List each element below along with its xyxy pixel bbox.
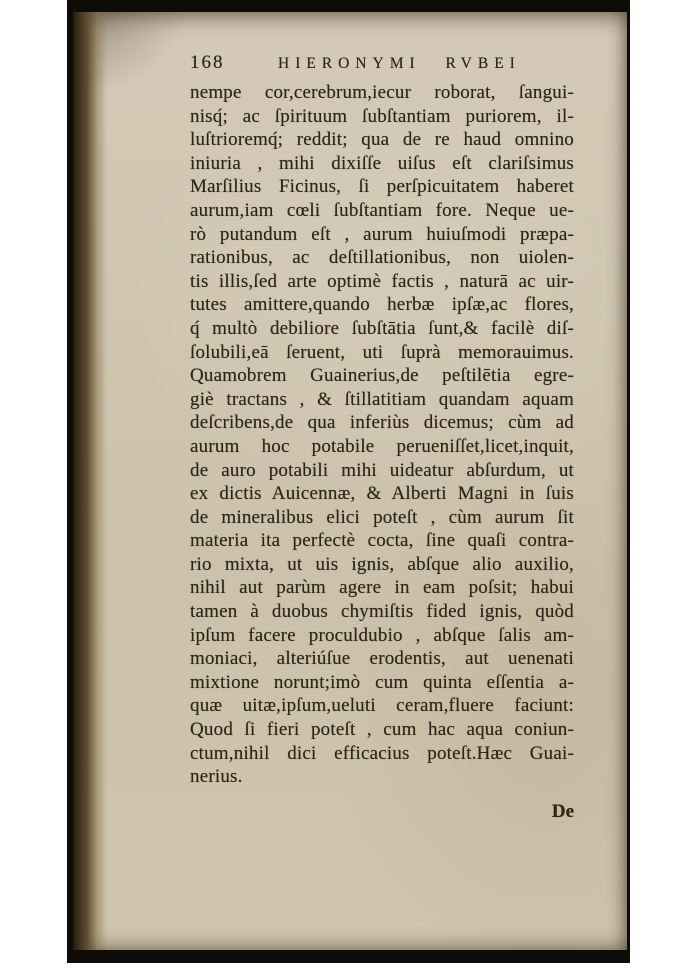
- text-line: deſcribens,de qua inferiùs dicemus; cùm ad: [190, 412, 574, 434]
- catchword: De: [551, 800, 574, 822]
- text-line: giè tractans , & ſtillatitiam quandam aquam: [190, 388, 574, 410]
- text-line: Marſilius Ficinus, ſi perſpicuitatem haberet: [190, 176, 574, 198]
- text-line: materia ita perfectè cocta, ſine quaſi contra-: [190, 530, 574, 552]
- text-line: nerius.: [190, 766, 243, 788]
- text-line: tutes amittere,quando herbæ ipſæ,ac flores,: [190, 294, 574, 316]
- text-line: rationibus, ac deſtillationibus, non uiolen-: [190, 247, 574, 269]
- book-page: [73, 12, 627, 950]
- text-line: Quod ſi fieri poteſt , cum hac aqua coniun-: [190, 719, 574, 741]
- text-line: nempe cor,cerebrum,iecur roborat, ſangui-: [190, 82, 574, 103]
- text-line: ex dictis Auicennæ, & Alberti Magni in ſuis: [190, 483, 574, 505]
- text-line: aurum hoc potabile perueniſſet,licet,inquit,: [190, 435, 574, 457]
- text-line: q́ multò debiliore ſubſtātia ſunt,& facilè diſ-: [190, 317, 574, 339]
- text-line: ipſum facere proculdubio , abſque ſalis am-: [190, 624, 574, 646]
- page-header: [190, 52, 574, 74]
- page-content: [190, 52, 574, 823]
- binding-gutter: [73, 12, 107, 950]
- text-line: mixtione norunt;imò cum quinta eſſentia a-: [190, 671, 574, 693]
- text-block: [190, 81, 574, 789]
- text-line: quæ uitæ,ipſum,ueluti ceram,fluere faciunt:: [190, 695, 574, 717]
- catchword-row: [190, 801, 574, 823]
- text-line: ſolubili,eā ſeruent, uti ſuprà memorauimus.: [190, 341, 574, 363]
- book-scan: [67, 0, 630, 963]
- text-line: tamen à duobus chymiſtis fided ignis, quòd: [190, 601, 574, 623]
- text-line: de auro potabili mihi uideatur abſurdum, ut: [190, 459, 574, 481]
- page-number: 168: [190, 52, 225, 73]
- text-line: rio mixta, ut uis ignis, abſque alio auxilio,: [190, 553, 574, 575]
- text-line: ctum,nihil dici efficacius poteſt.Hæc Guai-: [190, 742, 574, 764]
- running-title: HIERONYMI RVBEI: [278, 55, 521, 72]
- text-line: aurum,iam cœli ſubſtantiam fore. Neque ue-: [190, 199, 574, 221]
- text-line: tis illis,ſed arte optimè factis , naturā ac uir-: [190, 270, 574, 292]
- text-line: iniuria , mihi dixiſſe uiſus eſt clariſsimus: [190, 152, 574, 174]
- text-line: moniaci, alteriúſue erodentis, aut uenenati: [190, 648, 574, 670]
- text-line: de mineralibus elici poteſt , cùm aurum ſit: [190, 506, 574, 528]
- text-line: Quamobrem Guainerius,de peſtilētia egre-: [190, 365, 574, 387]
- text-line: rò putandum eſt , aurum huiuſmodi præpa-: [190, 223, 574, 245]
- text-line: nihil aut parùm agere in eam poſsit; habui: [190, 577, 574, 599]
- text-line: nisq́; ac ſpirituum ſubſtantiam puriorem, il-: [190, 105, 574, 127]
- text-line: luſtrioremq́; reddit; qua de re haud omnino: [190, 129, 574, 151]
